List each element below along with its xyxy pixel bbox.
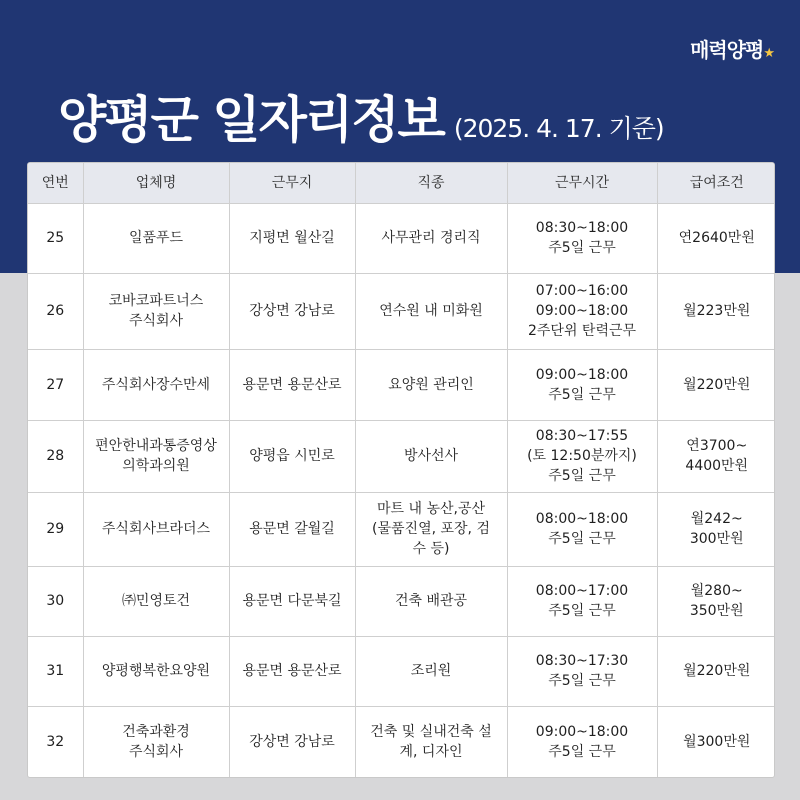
cell-pay (657, 706, 775, 777)
cell-company-line: 주식회사장수만세 (101, 376, 211, 393)
cell-company (83, 420, 229, 492)
cell-location-line: 용문면 용문산로 (242, 663, 342, 679)
cell-location (229, 492, 355, 566)
cell-no: 26 (28, 273, 83, 349)
header-cell-job: 직종 (355, 163, 507, 203)
cell-job-line: 마트 내 농산,공산 (376, 501, 486, 517)
cell-hours (507, 492, 657, 566)
cell-hours-line: 주5일 근무 (548, 468, 616, 484)
cell-hours-line: 09:00~18:00 (535, 723, 629, 740)
cell-location-line: 용문면 용문산로 (242, 376, 342, 393)
jobs-table-container (27, 162, 775, 778)
table-row (28, 203, 775, 273)
cell-job-line: 조리원 (410, 663, 452, 679)
cell-no: 25 (28, 203, 83, 273)
cell-company (83, 203, 229, 273)
cell-job (355, 706, 507, 777)
cell-hours-line: 주5일 근무 (548, 240, 616, 256)
cell-location (229, 420, 355, 492)
cell-location (229, 273, 355, 349)
cell-hours-line: 주5일 근무 (548, 603, 616, 619)
cell-job-line: 건축 및 실내건축 설 (370, 723, 492, 740)
cell-job-line: 계, 디자인 (399, 743, 463, 760)
cell-pay-line: 4400만원 (685, 458, 749, 474)
brand-text: 매력양평 (690, 38, 764, 62)
cell-location-line: 용문면 다문북길 (242, 593, 342, 609)
cell-hours-line: 08:30~17:55 (535, 428, 629, 444)
cell-hours-line: 주5일 근무 (548, 531, 616, 547)
cell-job (355, 420, 507, 492)
cell-hours-line: 주5일 근무 (548, 673, 616, 689)
cell-hours (507, 566, 657, 636)
header-cell-company: 업체명 (83, 163, 229, 203)
cell-location (229, 203, 355, 273)
header-cell-hours: 근무시간 (507, 163, 657, 203)
cell-location (229, 566, 355, 636)
cell-hours-line: 08:00~18:00 (535, 511, 629, 527)
cell-job-line: 건축 배관공 (394, 593, 468, 609)
cell-company-line: 주식회사 (128, 743, 184, 760)
cell-company (83, 273, 229, 349)
table-row (28, 492, 775, 566)
cell-job-line: (물품진열, 포장, 검 (372, 521, 490, 537)
cell-location-line: 강상면 강남로 (249, 303, 335, 319)
header-cell-no: 연번 (28, 163, 83, 203)
cell-hours (507, 349, 657, 420)
cell-location-line: 용문면 갈월길 (249, 521, 335, 537)
cell-pay-line: 300만원 (689, 531, 744, 547)
cell-hours-line: 주5일 근무 (548, 743, 616, 760)
date-label: (2025. 4. 17. 기준) (453, 114, 664, 143)
header-cell-location: 근무지 (229, 163, 355, 203)
cell-pay (657, 349, 775, 420)
cell-hours (507, 636, 657, 706)
table-row (28, 566, 775, 636)
cell-location-line: 지평면 월산길 (249, 230, 335, 246)
cell-pay-line: 월300만원 (683, 733, 751, 750)
table-row (28, 420, 775, 492)
cell-company-line: 편안한내과통증영상 (95, 438, 217, 454)
cell-job-line: 수 등) (412, 541, 450, 557)
cell-job (355, 492, 507, 566)
cell-pay-line: 연2640만원 (678, 230, 755, 246)
cell-company-line: 의학과의원 (122, 458, 190, 474)
cell-no: 27 (28, 349, 83, 420)
cell-location (229, 706, 355, 777)
cell-pay (657, 492, 775, 566)
cell-no: 31 (28, 636, 83, 706)
cell-pay (657, 636, 775, 706)
cell-location-line: 양평읍 시민로 (249, 448, 335, 464)
jobs-table (28, 163, 775, 777)
cell-company-line: 일품푸드 (128, 230, 184, 246)
cell-hours-line: 09:00~18:00 (535, 366, 629, 383)
cell-company (83, 349, 229, 420)
cell-company-line: 코바코파트너스 (108, 293, 204, 309)
cell-company (83, 706, 229, 777)
star-icon: ★ (763, 46, 774, 61)
cell-pay-line: 월220만원 (683, 376, 751, 393)
cell-pay (657, 566, 775, 636)
cell-company (83, 636, 229, 706)
cell-job (355, 349, 507, 420)
title-text: 양평군 일자리정보 (58, 91, 444, 149)
cell-hours-line: (토 12:50분까지) (527, 448, 637, 464)
cell-company-line: 주식회사 (128, 313, 184, 329)
cell-pay-line: 월280~ (690, 583, 743, 599)
table-row (28, 349, 775, 420)
cell-company-line: 건축과환경 (122, 723, 190, 740)
brand-logo (690, 34, 774, 63)
cell-hours-line: 08:30~17:30 (535, 653, 629, 669)
cell-pay-line: 연3700~ (686, 438, 748, 454)
cell-company-line: 양평행복한요양원 (101, 663, 211, 679)
cell-company-line: ㈜민영토건 (121, 593, 191, 609)
cell-job-line: 요양원 관리인 (388, 376, 474, 393)
cell-hours (507, 203, 657, 273)
cell-company-line: 주식회사브라더스 (101, 521, 211, 537)
cell-pay-line: 월242~ (690, 511, 743, 527)
cell-hours (507, 273, 657, 349)
cell-pay (657, 203, 775, 273)
cell-no: 30 (28, 566, 83, 636)
page-title (58, 80, 664, 152)
cell-pay (657, 420, 775, 492)
cell-job (355, 636, 507, 706)
cell-location-line: 강상면 강남로 (249, 733, 335, 750)
cell-pay-line: 월223만원 (683, 303, 751, 319)
cell-no: 29 (28, 492, 83, 566)
cell-hours-line: 08:30~18:00 (535, 220, 629, 236)
table-row (28, 273, 775, 349)
cell-pay (657, 273, 775, 349)
cell-job (355, 203, 507, 273)
header-cell-pay: 급여조건 (657, 163, 775, 203)
cell-job (355, 273, 507, 349)
cell-hours-line: 09:00~18:00 (535, 303, 629, 319)
cell-job-line: 연수원 내 미화원 (379, 303, 483, 319)
cell-hours-line: 2주단위 탄력근무 (527, 323, 637, 339)
cell-company (83, 566, 229, 636)
cell-job-line: 방사선사 (403, 448, 459, 464)
cell-no: 32 (28, 706, 83, 777)
cell-hours (507, 706, 657, 777)
cell-hours-line: 07:00~16:00 (535, 283, 629, 299)
cell-pay-line: 350만원 (689, 603, 744, 619)
table-header-row (28, 163, 775, 203)
table-row (28, 706, 775, 777)
cell-job (355, 566, 507, 636)
cell-job-line: 사무관리 경리직 (381, 230, 481, 246)
cell-pay-line: 월220만원 (683, 663, 751, 679)
cell-hours (507, 420, 657, 492)
cell-location (229, 636, 355, 706)
cell-location (229, 349, 355, 420)
cell-hours-line: 08:00~17:00 (535, 583, 629, 599)
cell-no: 28 (28, 420, 83, 492)
table-row (28, 636, 775, 706)
cell-hours-line: 주5일 근무 (548, 386, 616, 403)
cell-company (83, 492, 229, 566)
